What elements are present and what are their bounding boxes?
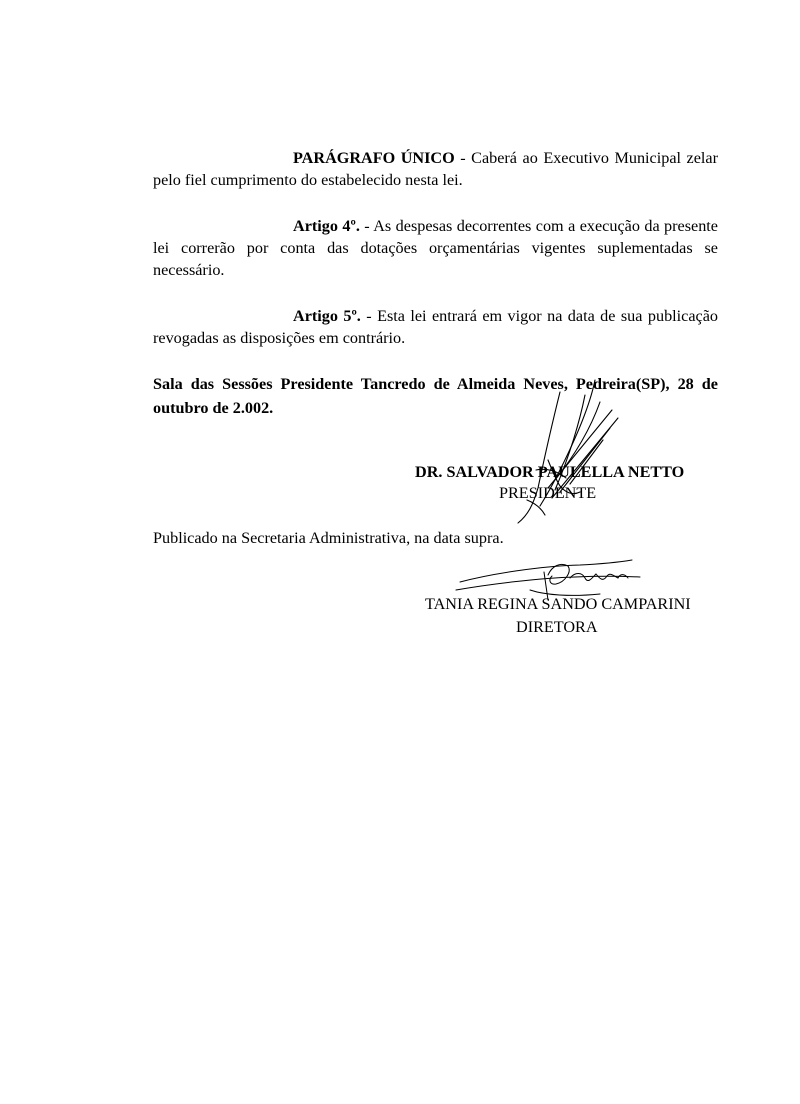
artigo-4-label: Artigo 4º.: [293, 217, 360, 235]
signatory-1-role: PRESIDENTE: [499, 484, 597, 502]
artigo-4-text: - As despesas decorrentes com a execução da presente lei correrão por conta das dotações orçamentárias vigentes suplementadas se necessário.: [153, 217, 718, 279]
paragrafo-unico: [153, 147, 718, 191]
signatory-2-role: DIRETORA: [516, 618, 598, 636]
artigo-5-text: - Esta lei entrará em vigor na data de sua publicação revogadas as disposições em contrário.: [153, 307, 718, 347]
artigo-5-label: Artigo 5º.: [293, 307, 361, 325]
artigo-4: [153, 215, 718, 281]
paragrafo-unico-label: PARÁGRAFO ÚNICO: [293, 149, 455, 167]
signatory-2-name: TANIA REGINA SANDO CAMPARINI: [425, 595, 691, 613]
artigo-5: [153, 305, 718, 349]
publicado-note: Publicado na Secretaria Administrativa, na data supra.: [153, 529, 504, 547]
signatory-1-name: DR. SALVADOR PAULELLA NETTO: [415, 463, 685, 481]
sala-das-sessoes: Sala das Sessões Presidente Tancredo de Almeida Neves, Pedreira(SP), 28 de outubro de 2.002.: [153, 375, 718, 417]
paragrafo-unico-text: - Caberá ao Executivo Municipal zelar pelo fiel cumprimento do estabelecido nesta lei.: [153, 149, 718, 189]
